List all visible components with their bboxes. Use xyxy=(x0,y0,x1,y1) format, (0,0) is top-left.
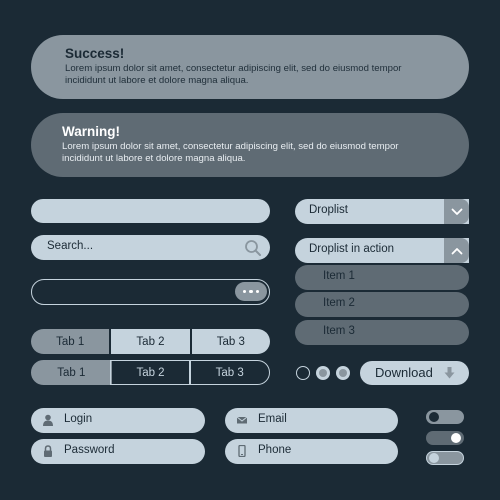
droplist-item[interactable] xyxy=(295,292,469,317)
droplist-open[interactable] xyxy=(295,238,469,263)
dot-icon xyxy=(249,290,253,294)
success-alert-title: Success! xyxy=(65,46,125,61)
tab-bar-outlined xyxy=(31,360,270,385)
tab-1-outlined[interactable]: Tab 1 xyxy=(31,360,112,385)
more-options-button[interactable] xyxy=(235,282,267,301)
tab-3-outlined[interactable]: Tab 3 xyxy=(189,360,270,385)
success-alert xyxy=(31,35,469,99)
download-button[interactable] xyxy=(360,361,469,385)
search-input[interactable] xyxy=(31,235,270,260)
password-label: Password xyxy=(64,444,115,456)
tab-2-filled[interactable]: Tab 2 xyxy=(109,329,189,354)
download-arrow-icon xyxy=(444,367,455,379)
success-alert-line-1: Lorem ipsum dolor sit amet, consectetur adipiscing elit, sed do eiusmod tempor xyxy=(65,63,402,74)
droplist-item-label: Item 3 xyxy=(323,325,355,337)
droplist-toggle[interactable] xyxy=(444,199,469,224)
droplist-item[interactable] xyxy=(295,265,469,290)
dot-icon xyxy=(256,290,260,294)
radio-button-unselected[interactable] xyxy=(296,366,310,380)
toggle-knob xyxy=(429,412,439,422)
toggle-switch-on[interactable] xyxy=(426,431,464,445)
radio-button-selected[interactable] xyxy=(316,366,330,380)
droplist-open-toggle[interactable] xyxy=(444,238,469,263)
envelope-icon xyxy=(236,414,248,426)
toggle-switch-off[interactable] xyxy=(426,451,464,465)
search-placeholder: Search... xyxy=(47,240,94,252)
droplist-open-label: Droplist in action xyxy=(309,243,395,255)
droplist-item-label: Item 2 xyxy=(323,297,355,309)
warning-alert xyxy=(31,113,469,177)
lock-icon xyxy=(42,445,54,457)
phone-label: Phone xyxy=(258,444,292,456)
chevron-up-icon xyxy=(451,247,463,255)
email-label: Email xyxy=(258,413,287,425)
droplist[interactable] xyxy=(295,199,469,224)
tab-1-filled[interactable]: Tab 1 xyxy=(31,329,109,354)
tab-3-filled[interactable]: Tab 3 xyxy=(190,329,270,354)
droplist-label: Droplist xyxy=(309,204,348,216)
tab-bar-filled xyxy=(31,329,270,354)
toggle-switch-off[interactable] xyxy=(426,410,464,424)
warning-alert-title: Warning! xyxy=(62,124,120,139)
radio-button-selected[interactable] xyxy=(336,366,350,380)
text-input[interactable] xyxy=(31,199,270,223)
droplist-item-label: Item 1 xyxy=(323,270,355,282)
success-alert-line-2: incididunt ut labore et dolore magna aliqua. xyxy=(65,74,249,86)
login-label: Login xyxy=(64,413,93,425)
outlined-input[interactable] xyxy=(31,279,270,305)
password-field[interactable] xyxy=(31,439,205,464)
toggle-knob xyxy=(451,433,461,443)
tab-2-outlined[interactable]: Tab 2 xyxy=(110,360,191,385)
chevron-down-icon xyxy=(451,208,463,216)
toggle-knob xyxy=(429,453,439,463)
warning-alert-line-1: Lorem ipsum dolor sit amet, consectetur adipiscing elit, sed do eiusmod tempor xyxy=(62,141,399,152)
droplist-item[interactable] xyxy=(295,320,469,345)
warning-alert-line-2: incididunt ut labore et dolore magna aliqua. xyxy=(62,152,246,164)
dot-icon xyxy=(243,290,247,294)
download-label: Download xyxy=(375,365,433,380)
phone-icon xyxy=(236,445,248,457)
login-field[interactable] xyxy=(31,408,205,433)
user-icon xyxy=(42,414,54,426)
phone-field[interactable] xyxy=(225,439,398,464)
email-field[interactable] xyxy=(225,408,398,433)
search-icon[interactable] xyxy=(244,239,262,257)
